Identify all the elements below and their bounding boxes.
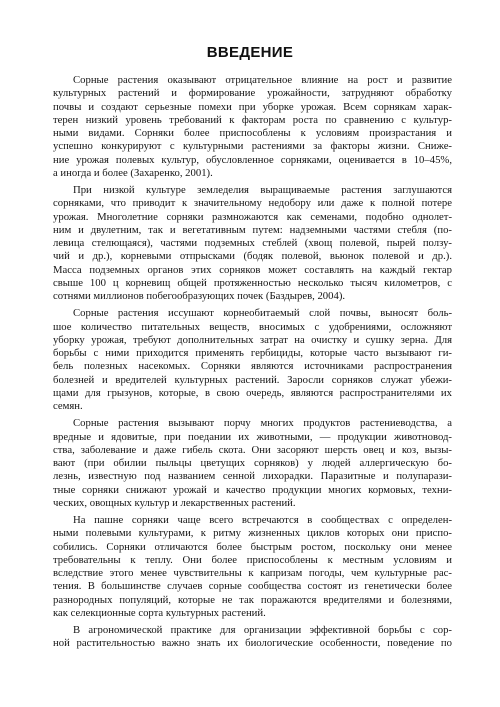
text-line: бель полезных насекомых. Сорняки являются источниками распространения [53, 360, 452, 373]
text-line: Сорные растения иссушают корнеобитаемый слой почвы, выносят боль- [73, 307, 452, 320]
text-line: а иногда и более (Захаренко, 2001). [53, 166, 213, 179]
page-title: ВВЕДЕНИЕ [206, 44, 294, 61]
text-line: болезней и вредителей культурных растений. Заросли сорняков служат убежи- [53, 373, 452, 386]
paragraph [53, 307, 452, 413]
text-line: вают (при обилии пыльцы цветущих сорняков) у людей аллергическую бо- [53, 457, 452, 469]
text-line: шое количество питательных веществ, вносимых с удобрениями, осложняют [53, 320, 452, 333]
paragraph [53, 74, 452, 180]
text-line: ческих, овощных культур и лекарственных растений. [53, 496, 296, 509]
text-line: ства, заболевание и даже гибель скота. Они засоряют шерсть овец и коз, вызы- [53, 443, 452, 456]
text-line: терен низкий уровень требований к факторам роста по сравнению с культур- [53, 113, 452, 126]
paragraph [53, 514, 452, 620]
text-line: борьбы с ними приходится применять гербициды, которые часто вызывают ги- [53, 347, 452, 359]
text-line: семян. [53, 400, 83, 412]
text-line: левица стелющаяся), частями подземных стеблей (хвощ полевой, пырей ползу- [53, 237, 452, 249]
text-line: При низкой культуре земледелия выращиваемые растения заглушаются [73, 184, 452, 196]
text-line: уборку урожая, требуют дополнительных затрат на очистку и сушку зерна. Для [53, 333, 452, 346]
text-line: ние урожая полевых культур, обусловленное сорняками, оценивается в 10–45%, [53, 153, 452, 166]
text-line: Сорные растения оказывают отрицательное влияние на рост и развитие [73, 74, 452, 86]
text-line: тения. В большинстве случаев сорные сообщества состоят из генетически более [53, 580, 452, 593]
text-line: ными полевыми культурами, к ритму жизненных циклов которых они приспо- [53, 527, 452, 540]
text-line: чий и др.), корневыми отпрысками (бодяк полевой, вьюнок полевой и др.). [53, 250, 452, 263]
text-line: собились. Сорняки отличаются более быстрым ростом, поскольку они менее [53, 540, 452, 553]
text-line: урожая. Многолетние сорняки размножаются как семенами, подобно однолет- [53, 210, 452, 223]
text-line: лезнь, известную под названием сенной лихорадки. Паразитные и полупарази- [53, 470, 452, 483]
text-line: На пашне сорняки чаще всего встречаются в сообществах с определен- [73, 514, 452, 526]
text-line: почвы и создают серьезные помехи при уборке урожая. Всем сорнякам харак- [53, 100, 452, 113]
text-line: щами для грызунов, которые, в свою очередь, являются распространителями их [53, 386, 452, 399]
text-line: сорняками, что приводит к значительному недобору или даже к полной потере [53, 197, 452, 210]
text-line: свыше 100 ц корневищ общей протяженностью несколько тысяч километров, с [53, 276, 452, 289]
text-line: как селекционные сорта культурных растений. [53, 606, 266, 619]
text-line: разнородных популяций, которые не так поражаются вредителями и болезнями, [53, 593, 452, 606]
text-line: вредные и ядовитые, при поедании их животными, — продукции животновод- [53, 430, 452, 443]
text-line: успешно конкурируют с культурными растениями за факторы жизни. Сниже- [53, 140, 452, 153]
text-line: сотнями миллионов побегообразующих почек (Баздырев, 2004). [53, 290, 346, 302]
paragraph [53, 624, 452, 651]
text-line: В агрономической практике для организации эффективной борьбы с сор- [73, 624, 452, 636]
document-body [53, 74, 452, 704]
text-line: ним и двулетним, так и вегетативным путем: надземными частями стебля (по- [53, 223, 452, 236]
text-line: Масса подземных органов этих сорняков может составлять на каждый гектар [53, 263, 452, 276]
text-line: ной растительностью важно знать их биологические особенности, поведение по [53, 637, 452, 650]
text-line: Сорные растения вызывают порчу многих продуктов растениеводства, а [73, 417, 452, 430]
text-line: вследствие этого менее чувствительны к капризам погоды, чем культурные рас- [53, 567, 452, 579]
paragraph [53, 184, 452, 303]
text-line: ными видами. Сорняки более приспособлены к условиям произрастания и [53, 127, 452, 139]
paragraph [53, 417, 452, 510]
text-line: требовательны к теплу. Они более приспособлены к местным условиям и [53, 553, 452, 566]
text-line: культурных растений и формирование урожайности, затрудняют обработку [53, 87, 452, 100]
text-line: тные сорняки снижают урожай и качество продукции многих кормовых, техни- [53, 483, 452, 496]
